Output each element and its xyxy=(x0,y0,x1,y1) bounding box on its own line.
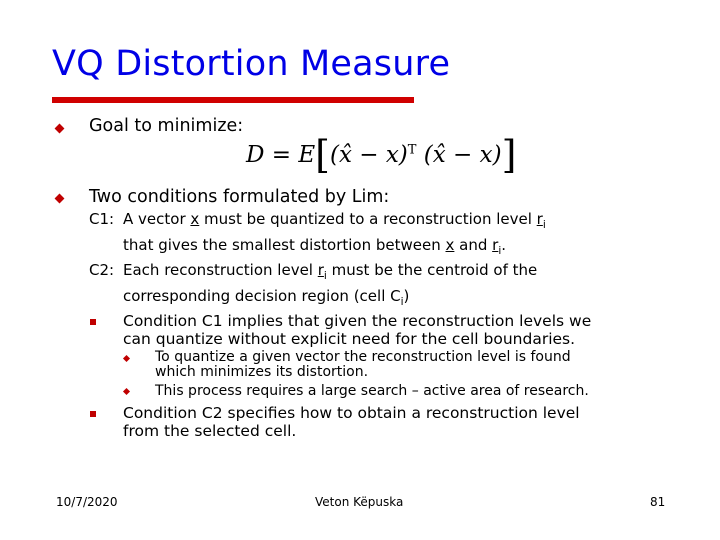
lim-bullet-text: Two conditions formulated by Lim: xyxy=(89,187,390,207)
conditions-block xyxy=(89,210,546,312)
sub-sub-point-search: To quantize a given vector the reconstruction level is found which minimizes its distortion. xyxy=(155,349,571,380)
footer-date: 10/7/2020 xyxy=(56,495,118,509)
formula-expectation: E xyxy=(298,142,316,168)
c2-line-1: C2: Each reconstruction level $r_i$ must be the centroid of the xyxy=(89,261,538,282)
vector-x: x xyxy=(190,210,200,228)
sub-point-c2: Condition C2 specifies how to obtain a reconstruction level from the selected cell. xyxy=(123,404,580,440)
footer-page-number: 81 xyxy=(650,495,666,509)
footer-author: Veton Këpuska xyxy=(315,495,404,509)
formula-term-2: (x̂ − x) xyxy=(423,142,502,168)
slide-title: VQ Distortion Measure xyxy=(52,44,451,84)
formula-close-bracket: ] xyxy=(501,133,517,177)
formula-open-bracket: [ xyxy=(315,133,330,177)
c2-line-2: corresponding decision region (cell $C_i$) xyxy=(123,286,410,308)
c1-line-2: that gives the smallest distortion between x and $r_i$. xyxy=(123,235,507,257)
formula-d: D xyxy=(246,142,265,168)
formula-term-1: (x̂ − x) xyxy=(329,142,408,168)
diamond-bullet-icon xyxy=(55,124,65,134)
distortion-formula xyxy=(246,133,516,177)
level-r: r xyxy=(536,210,543,228)
goal-bullet-text: Goal to minimize: xyxy=(89,116,244,136)
c2-tag: C2: xyxy=(89,261,115,279)
sub-sub-point-research: This process requires a large search – active area of research. xyxy=(155,383,589,399)
square-bullet-icon xyxy=(90,411,96,417)
sub-point-c1: Condition C1 implies that given the reconstruction levels we can quantize without explicit need for the cell boundaries. xyxy=(123,312,592,348)
formula-transpose: T xyxy=(407,142,417,158)
c1-line-1: C1: A vector x must be quantized to a reconstruction level $r_i$ xyxy=(89,210,546,231)
diamond-bullet-icon xyxy=(123,388,130,395)
title-underline-bar xyxy=(52,97,414,103)
diamond-bullet-icon xyxy=(55,194,65,204)
formula-equals: = xyxy=(271,142,292,168)
square-bullet-icon xyxy=(90,319,96,325)
diamond-bullet-icon xyxy=(123,355,130,362)
c1-tag: C1: xyxy=(89,210,115,228)
